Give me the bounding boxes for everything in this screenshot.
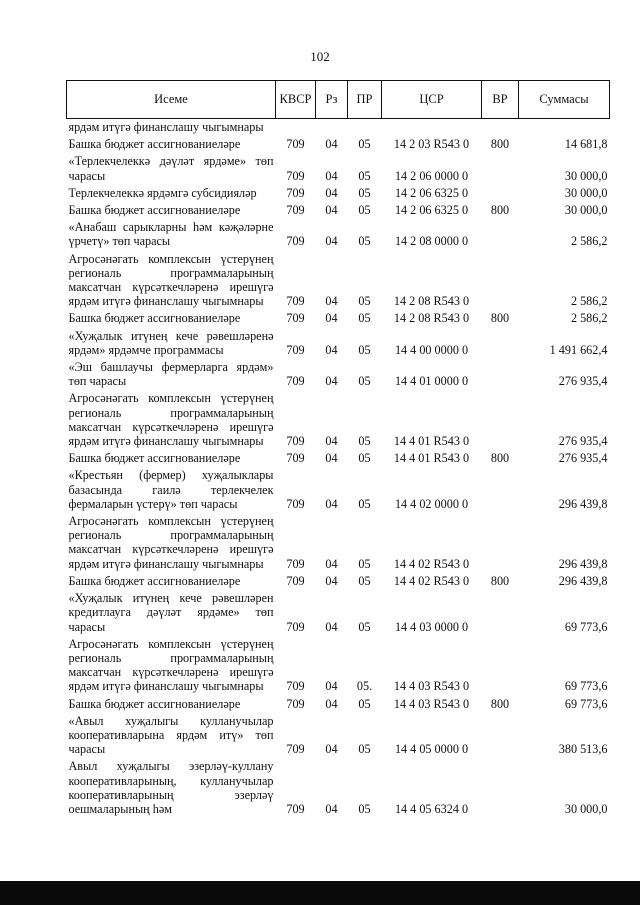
cell-kvsr: 709	[286, 451, 305, 466]
header-sum: Суммасы	[519, 81, 610, 119]
cell-kvsr	[276, 119, 316, 137]
cell-vr	[482, 513, 519, 573]
cell-pr: 05	[358, 203, 371, 218]
table-row	[67, 119, 610, 137]
cell-rz: 04	[325, 496, 338, 511]
table-row	[67, 359, 610, 390]
cell-rz: 04	[325, 742, 338, 757]
cell-pr: 05	[358, 451, 371, 466]
cell-csr: 14 2 06 0000 0	[394, 168, 469, 183]
cell-csr: 14 2 06 6325 0	[394, 185, 469, 200]
cell-kvsr: 709	[286, 742, 305, 757]
header-name: Исеме	[67, 81, 276, 119]
cell-sum: 380 513,6	[558, 742, 608, 757]
table-row	[67, 310, 610, 327]
cell-sum: 296 439,8	[558, 556, 608, 571]
cell-sum: 69 773,6	[564, 619, 608, 634]
cell-csr: 14 4 03 0000 0	[394, 619, 469, 634]
cell-csr: 14 2 08 0000 0	[394, 234, 469, 249]
cell-csr: 14 4 03 R543 0	[393, 679, 470, 694]
cell-name: Башка бюджет ассигнованиеләре	[68, 573, 241, 588]
table-row	[67, 696, 610, 713]
cell-rz: 04	[325, 311, 338, 326]
cell-pr: 05	[358, 434, 371, 449]
cell-kvsr: 709	[286, 234, 305, 249]
cell-kvsr: 709	[286, 374, 305, 389]
cell-sum: 30 000,0	[564, 168, 608, 183]
cell-rz: 04	[325, 137, 338, 152]
cell-sum: 69 773,6	[564, 679, 608, 694]
cell-kvsr: 709	[286, 556, 305, 571]
cell-sum: 1 491 662,4	[549, 342, 608, 357]
cell-name: Агросәнәгать комплексын үстерүнең региональ программаларының максатчан күрсәткечләренә ирешүгә ярдәм итүгә финанслашу чыгымнары	[68, 391, 274, 449]
cell-kvsr: 709	[286, 801, 305, 816]
cell-vr	[482, 219, 519, 250]
cell-csr: 14 4 03 R543 0	[393, 696, 470, 711]
cell-pr: 05	[358, 374, 371, 389]
header-kvsr: КВСР	[276, 81, 316, 119]
cell-csr: 14 4 01 R543 0	[393, 434, 470, 449]
cell-csr: 14 2 08 R543 0	[393, 294, 470, 309]
header-csr: ЦСР	[382, 81, 482, 119]
cell-name: Башка бюджет ассигнованиеләре	[68, 203, 241, 218]
cell-pr: 05	[358, 573, 371, 588]
table-row	[67, 328, 610, 359]
table-row	[67, 219, 610, 250]
cell-kvsr: 709	[286, 185, 305, 200]
cell-vr: 800	[490, 203, 510, 218]
cell-vr	[482, 185, 519, 202]
cell-kvsr: 709	[286, 696, 305, 711]
cell-csr: 14 2 06 6325 0	[394, 203, 469, 218]
cell-csr: 14 4 02 0000 0	[394, 496, 469, 511]
cell-sum: 2 586,2	[570, 294, 608, 309]
cell-csr: 14 4 01 R543 0	[393, 451, 470, 466]
cell-name: Агросәнәгать комплексын үстерүнең региональ программаларының максатчан күрсәткечләренә ирешүгә ярдәм итүгә финанслашу чыгымнары	[68, 636, 274, 694]
cell-vr	[482, 153, 519, 184]
cell-rz: 04	[325, 451, 338, 466]
table-row	[67, 450, 610, 467]
cell-kvsr: 709	[286, 573, 305, 588]
cell-name: Башка бюджет ассигнованиеләре	[68, 696, 241, 711]
cell-vr	[482, 359, 519, 390]
cell-name: Агросәнәгать комплексын үстерүнең региональ программаларының максатчан күрсәткечләренә ирешүгә ярдәм итүгә финанслашу чыгымнары	[68, 251, 274, 309]
cell-kvsr: 709	[286, 342, 305, 357]
cell-name: Терлекчелеккә ярдәмгә субсидияләр	[68, 185, 257, 200]
cell-vr	[482, 467, 519, 513]
cell-sum: 2 586,2	[570, 311, 608, 326]
cell-csr: 14 4 01 0000 0	[394, 374, 469, 389]
cell-pr: 05	[358, 234, 371, 249]
cell-kvsr: 709	[286, 294, 305, 309]
cell-rz: 04	[325, 203, 338, 218]
header-pr: ПР	[348, 81, 382, 119]
cell-pr: 05	[358, 696, 371, 711]
cell-vr	[482, 636, 519, 696]
cell-sum: 14 681,8	[564, 137, 608, 152]
cell-csr: 14 4 02 R543 0	[393, 556, 470, 571]
cell-kvsr: 709	[286, 679, 305, 694]
cell-vr: 800	[490, 573, 510, 588]
table-row	[67, 573, 610, 590]
cell-vr: 800	[490, 311, 510, 326]
table-header-row	[67, 81, 610, 119]
cell-pr: 05	[358, 801, 371, 816]
cell-vr: 800	[490, 137, 510, 152]
cell-pr	[348, 119, 382, 137]
cell-sum: 296 439,8	[558, 573, 608, 588]
cell-csr: 14 4 05 0000 0	[394, 742, 469, 757]
cell-vr	[482, 713, 519, 759]
cell-csr: 14 4 05 6324 0	[394, 801, 469, 816]
cell-name: «Эш башлаучы фермерларга ярдәм» төп чарасы	[68, 360, 274, 389]
cell-vr	[482, 758, 519, 818]
cell-name: Агросәнәгать комплексын үстерүнең региональ программаларының максатчан күрсәткечләренә ирешүгә ярдәм итүгә финанслашу чыгымнары	[68, 514, 274, 571]
cell-rz: 04	[325, 696, 338, 711]
budget-table	[66, 80, 610, 818]
cell-rz: 04	[325, 573, 338, 588]
table-row	[67, 467, 610, 513]
cell-rz: 04	[325, 342, 338, 357]
cell-sum: 30 000,0	[564, 185, 608, 200]
table-row	[67, 136, 610, 153]
cell-kvsr: 709	[286, 496, 305, 511]
cell-rz: 04	[325, 556, 338, 571]
cell-kvsr: 709	[286, 434, 305, 449]
cell-kvsr: 709	[286, 311, 305, 326]
cell-rz: 04	[325, 434, 338, 449]
cell-vr	[482, 328, 519, 359]
cell-pr: 05	[358, 619, 371, 634]
cell-pr: 05	[358, 311, 371, 326]
header-vr: ВР	[482, 81, 519, 119]
cell-csr	[382, 119, 482, 137]
page-number: 102	[310, 49, 330, 64]
table-row	[67, 758, 610, 818]
cell-kvsr: 709	[286, 619, 305, 634]
cell-sum: 30 000,0	[564, 801, 608, 816]
cell-pr: 05	[358, 496, 371, 511]
cell-name: Башка бюджет ассигнованиеләре	[68, 311, 241, 326]
cell-vr	[482, 119, 519, 137]
table-row	[67, 390, 610, 450]
cell-sum: 69 773,6	[564, 696, 608, 711]
cell-vr	[482, 590, 519, 636]
cell-name: «Хуҗалык итүнең кече рәвешләренә ярдәм» ярдәмче программасы	[68, 328, 274, 357]
cell-sum: 276 935,4	[558, 451, 608, 466]
cell-pr: 05	[358, 294, 371, 309]
cell-rz: 04	[325, 679, 338, 694]
cell-kvsr: 709	[286, 137, 305, 152]
cell-name: Авыл хуҗалыгы эзерләү-куллану кооперативларының, кулланучылар кооперативларының эзерләү оешмаларының һәм	[68, 759, 274, 816]
cell-name: Башка бюджет ассигнованиеләре	[68, 137, 241, 152]
cell-vr: 800	[490, 451, 510, 466]
cell-pr: 05	[358, 168, 371, 183]
header-rz: Рз	[316, 81, 348, 119]
cell-vr: 800	[490, 696, 510, 711]
table-row	[67, 202, 610, 219]
cell-pr: 05	[358, 742, 371, 757]
cell-sum: 276 935,4	[558, 434, 608, 449]
table-row	[67, 513, 610, 573]
table-row	[67, 590, 610, 636]
cell-sum: 30 000,0	[564, 203, 608, 218]
table-row	[67, 251, 610, 311]
cell-rz: 04	[325, 294, 338, 309]
cell-name: «Терлекчелеккә дәүләт ярдәме» төп чарасы	[68, 154, 274, 183]
cell-rz: 04	[325, 234, 338, 249]
cell-pr: 05	[358, 342, 371, 357]
cell-name: ярдәм итүгә финанслашу чыгымнары	[68, 120, 264, 134]
cell-pr: 05	[358, 556, 371, 571]
cell-rz	[316, 119, 348, 137]
cell-sum: 296 439,8	[558, 496, 608, 511]
cell-kvsr: 709	[286, 168, 305, 183]
cell-sum: 2 586,2	[570, 234, 608, 249]
cell-kvsr: 709	[286, 203, 305, 218]
cell-name: «Анабаш сарыкларны һәм кәҗәләрне үрчетү» төп чарасы	[68, 220, 274, 249]
table-row	[67, 636, 610, 696]
cell-rz: 04	[325, 619, 338, 634]
cell-pr: 05	[358, 185, 371, 200]
cell-name: Башка бюджет ассигнованиеләре	[68, 451, 241, 466]
cell-name: «Авыл хуҗалыгы кулланучылар кооперативларына ярдәм итү» төп чарасы	[68, 713, 274, 757]
cell-pr: 05	[358, 137, 371, 152]
cell-name: «Хуҗалык итүнең кече рәвешләрен кредитлауга дәүләт ярдәме» төп чарасы	[68, 591, 274, 634]
cell-csr: 14 4 00 0000 0	[394, 342, 469, 357]
cell-name: «Крестьян (фермер) хуҗалыклары базасында гаилә терлекчелек фермаларын үстерү» төп чарасы	[68, 468, 274, 511]
table-row	[67, 153, 610, 184]
scan-edge-bar	[0, 881, 640, 905]
cell-vr	[482, 251, 519, 311]
cell-rz: 04	[325, 801, 338, 816]
table-row	[67, 713, 610, 759]
cell-csr: 14 4 02 R543 0	[393, 573, 470, 588]
cell-csr: 14 2 03 R543 0	[393, 137, 470, 152]
cell-rz: 04	[325, 374, 338, 389]
cell-pr: 05.	[356, 679, 373, 694]
cell-csr: 14 2 08 R543 0	[393, 311, 470, 326]
cell-rz: 04	[325, 168, 338, 183]
table-row	[67, 185, 610, 202]
cell-vr	[482, 390, 519, 450]
cell-sum: 276 935,4	[558, 374, 608, 389]
cell-sum	[519, 119, 610, 137]
cell-rz: 04	[325, 185, 338, 200]
